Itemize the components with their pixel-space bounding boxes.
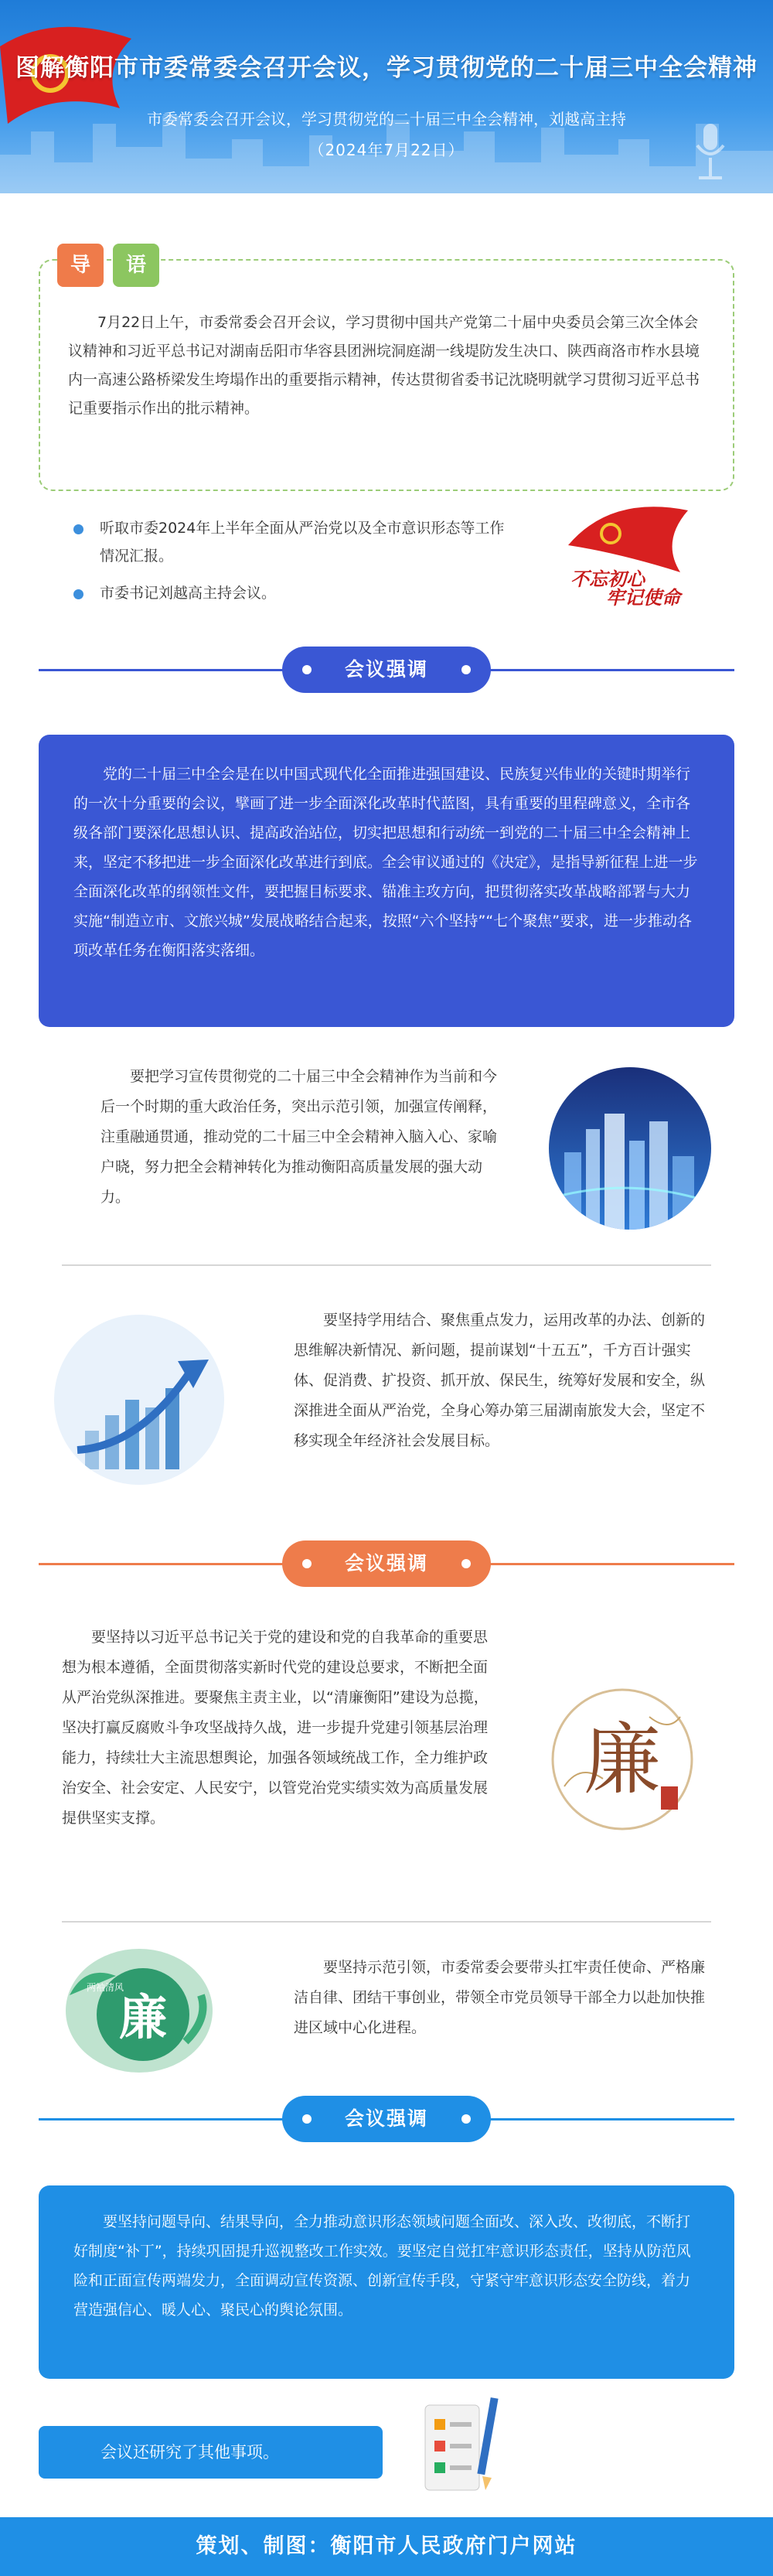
- intro-tag-1: 导: [57, 244, 104, 287]
- city-night-icon: [549, 1067, 711, 1230]
- divider: [62, 1264, 711, 1266]
- other-matters-bar: 会议还研究了其他事项。: [39, 2426, 383, 2479]
- section-title: 会议强调: [344, 658, 428, 681]
- pill-dot-icon: [461, 665, 471, 674]
- seal-character: 廉: [584, 1714, 661, 1805]
- page-date: （2024年7月22日）: [308, 141, 465, 159]
- checklist-icon: [417, 2390, 502, 2506]
- lian-seal-icon: [533, 1670, 711, 1848]
- bullet-item: [73, 514, 506, 570]
- growth-arrow-image: [54, 1315, 224, 1485]
- paragraph-1: 党的二十届三中全会是在以中国式现代化全面推进强国建设、民族复兴伟业的关键时期举行的一次十分重要的会议，擘画了进一步全面深化改革时代蓝图，具有重要的里程碑意义，全市各级各部门要深化思想认识、提高政治站位，切实把思想和行动统一到党的二十届三中全会精神上来，坚定不移把进一步全面深化改革进行到底。全会审议通过的《决定》，是指导新征程上进一步全面深化改革的纲领性文件，要把握目标要求、锚准主攻方向，把贯彻落实改革战略部署与大力实施“制造立市、文旅兴城”发展战略结合起来，按照“六个坚持”“七个聚焦”要求，进一步推动各项改革任务在衡阳落实落细。: [73, 766, 698, 959]
- lian-seal-image: [533, 1670, 711, 1848]
- bullet-text: 市委书记刘越高主持会议。: [100, 585, 277, 602]
- emphasis-box-sky: [39, 2185, 734, 2379]
- section-header-2: [39, 1540, 734, 1587]
- paragraph-2: 要把学习宣传贯彻党的二十届三中全会精神作为当前和今后一个时期的重大政治任务，突出示范引领，加强宣传阐释，注重融通贯通，推动党的二十届三中全会精神入脑入心、家喻户晓，努力把全会精神转化为推动衡阳高质量发展的强大动力。: [100, 1068, 498, 1206]
- section-pill: [282, 647, 491, 693]
- footer-credit: 策划、制图：衡阳市人民政府门户网站: [0, 2517, 773, 2576]
- paragraph-3: 要坚持学用结合、聚焦重点发力，运用改革的办法、创新的思维解决新情况、新问题，提前谋划“十五五”，千方百计强实体、促消费、扩投资、抓开放、保民生，统筹好发展和安全，纵深推进全面从严治党，全身心筹办第三届湖南旅发大会，坚定不移实现全年经济社会发展目标。: [294, 1312, 706, 1449]
- paragraph-6: 要坚持问题导向、结果导向，全力推动意识形态领域问题全面改、深入改、改彻底，不断打好制度“补丁”，持续巩固提升巡视整改工作实效。要坚定自觉扛牢意识形态责任，坚持从防范风险和正面宣传两端发力，全面调动宣传资源、创新宣传手段，守紧守牢意识形态安全防线，着力营造强信心、暖人心、聚民心的舆论氛围。: [73, 2213, 691, 2318]
- header-banner: [0, 0, 773, 193]
- intro-box: [39, 254, 734, 491]
- emphasis-box-blue: [39, 735, 734, 1027]
- bullet-dot-icon: [73, 589, 83, 599]
- section-header-1: [39, 647, 734, 693]
- pill-dot-icon: [461, 1559, 471, 1568]
- paragraph-4: 要坚持以习近平总书记关于党的建设和党的自我革命的重要思想为根本遵循，全面贯彻落实新时代党的建设总要求，不断把全面从严治党纵深推进。要聚焦主责主业，以“清廉衡阳”建设为总揽，坚决打赢反腐败斗争攻坚战持久战，进一步提升党建引领基层治理能力，持续壮大主流思想舆论，加强各领域统战工作，全力维护政治安全、社会安定、人民安宁，以管党治党实绩实效为高质量发展提供坚实支撑。: [62, 1629, 489, 1827]
- bullet-list: [73, 514, 506, 616]
- pill-dot-icon: [302, 1559, 312, 1568]
- section-title: 会议强调: [344, 2107, 428, 2130]
- badge-small-text: 两袖清风: [87, 1982, 124, 1993]
- badge-line-2: 牢记使命: [606, 587, 680, 607]
- divider: [62, 1921, 711, 1923]
- intro-text: 7月22日上午，市委常委会召开会议，学习贯彻中国共产党第二十届中央委员会第三次全体会议精神和习近平总书记对湖南岳阳市华容县团洲垸洞庭湖一线堤防发生决口、陕西商洛市柞水县境内一高速公路桥梁发生垮塌作出的重要指示精神，传达贯彻省委书记沈晓明就学习贯彻习近平总书记重要指示作出的批示精神。: [68, 314, 700, 417]
- lian-badge-icon: [54, 1933, 224, 2080]
- badge-line-1: 不忘初心: [570, 568, 645, 590]
- page-title: 图解衡阳市市委常委会召开会议，学习贯彻党的二十届三中全会精神: [15, 54, 758, 82]
- page-subtitle: 市委常委会召开会议，学习贯彻党的二十届三中全会精神，刘越高主持: [147, 110, 626, 128]
- city-night-image: [549, 1067, 711, 1230]
- section-title: 会议强调: [344, 1552, 428, 1575]
- bullet-dot-icon: [73, 524, 83, 534]
- section-pill: [282, 2096, 491, 2142]
- intro-tag-2: 语: [113, 244, 159, 287]
- section-pill: [282, 1540, 491, 1587]
- lian-badge-image: [54, 1933, 224, 2080]
- badge-character: 廉: [118, 1989, 168, 2045]
- growth-arrow-icon: [54, 1315, 224, 1485]
- paragraph-5: 要坚持示范引领，市委常委会要带头扛牢责任使命、严格廉洁自律、团结干事创业，带领全市党员领导干部全力以赴加快推进区域中心化进程。: [294, 1959, 706, 2036]
- section-header-3: [39, 2096, 734, 2142]
- pill-dot-icon: [302, 2114, 312, 2124]
- pill-dot-icon: [461, 2114, 471, 2124]
- bullet-item: [73, 579, 506, 607]
- pill-dot-icon: [302, 665, 312, 674]
- bullet-text: 听取市委2024年上半年全面从严治党以及全市意识形态等工作情况汇报。: [100, 520, 505, 565]
- microphone-icon: [680, 116, 750, 186]
- party-badge-icon: [557, 499, 696, 607]
